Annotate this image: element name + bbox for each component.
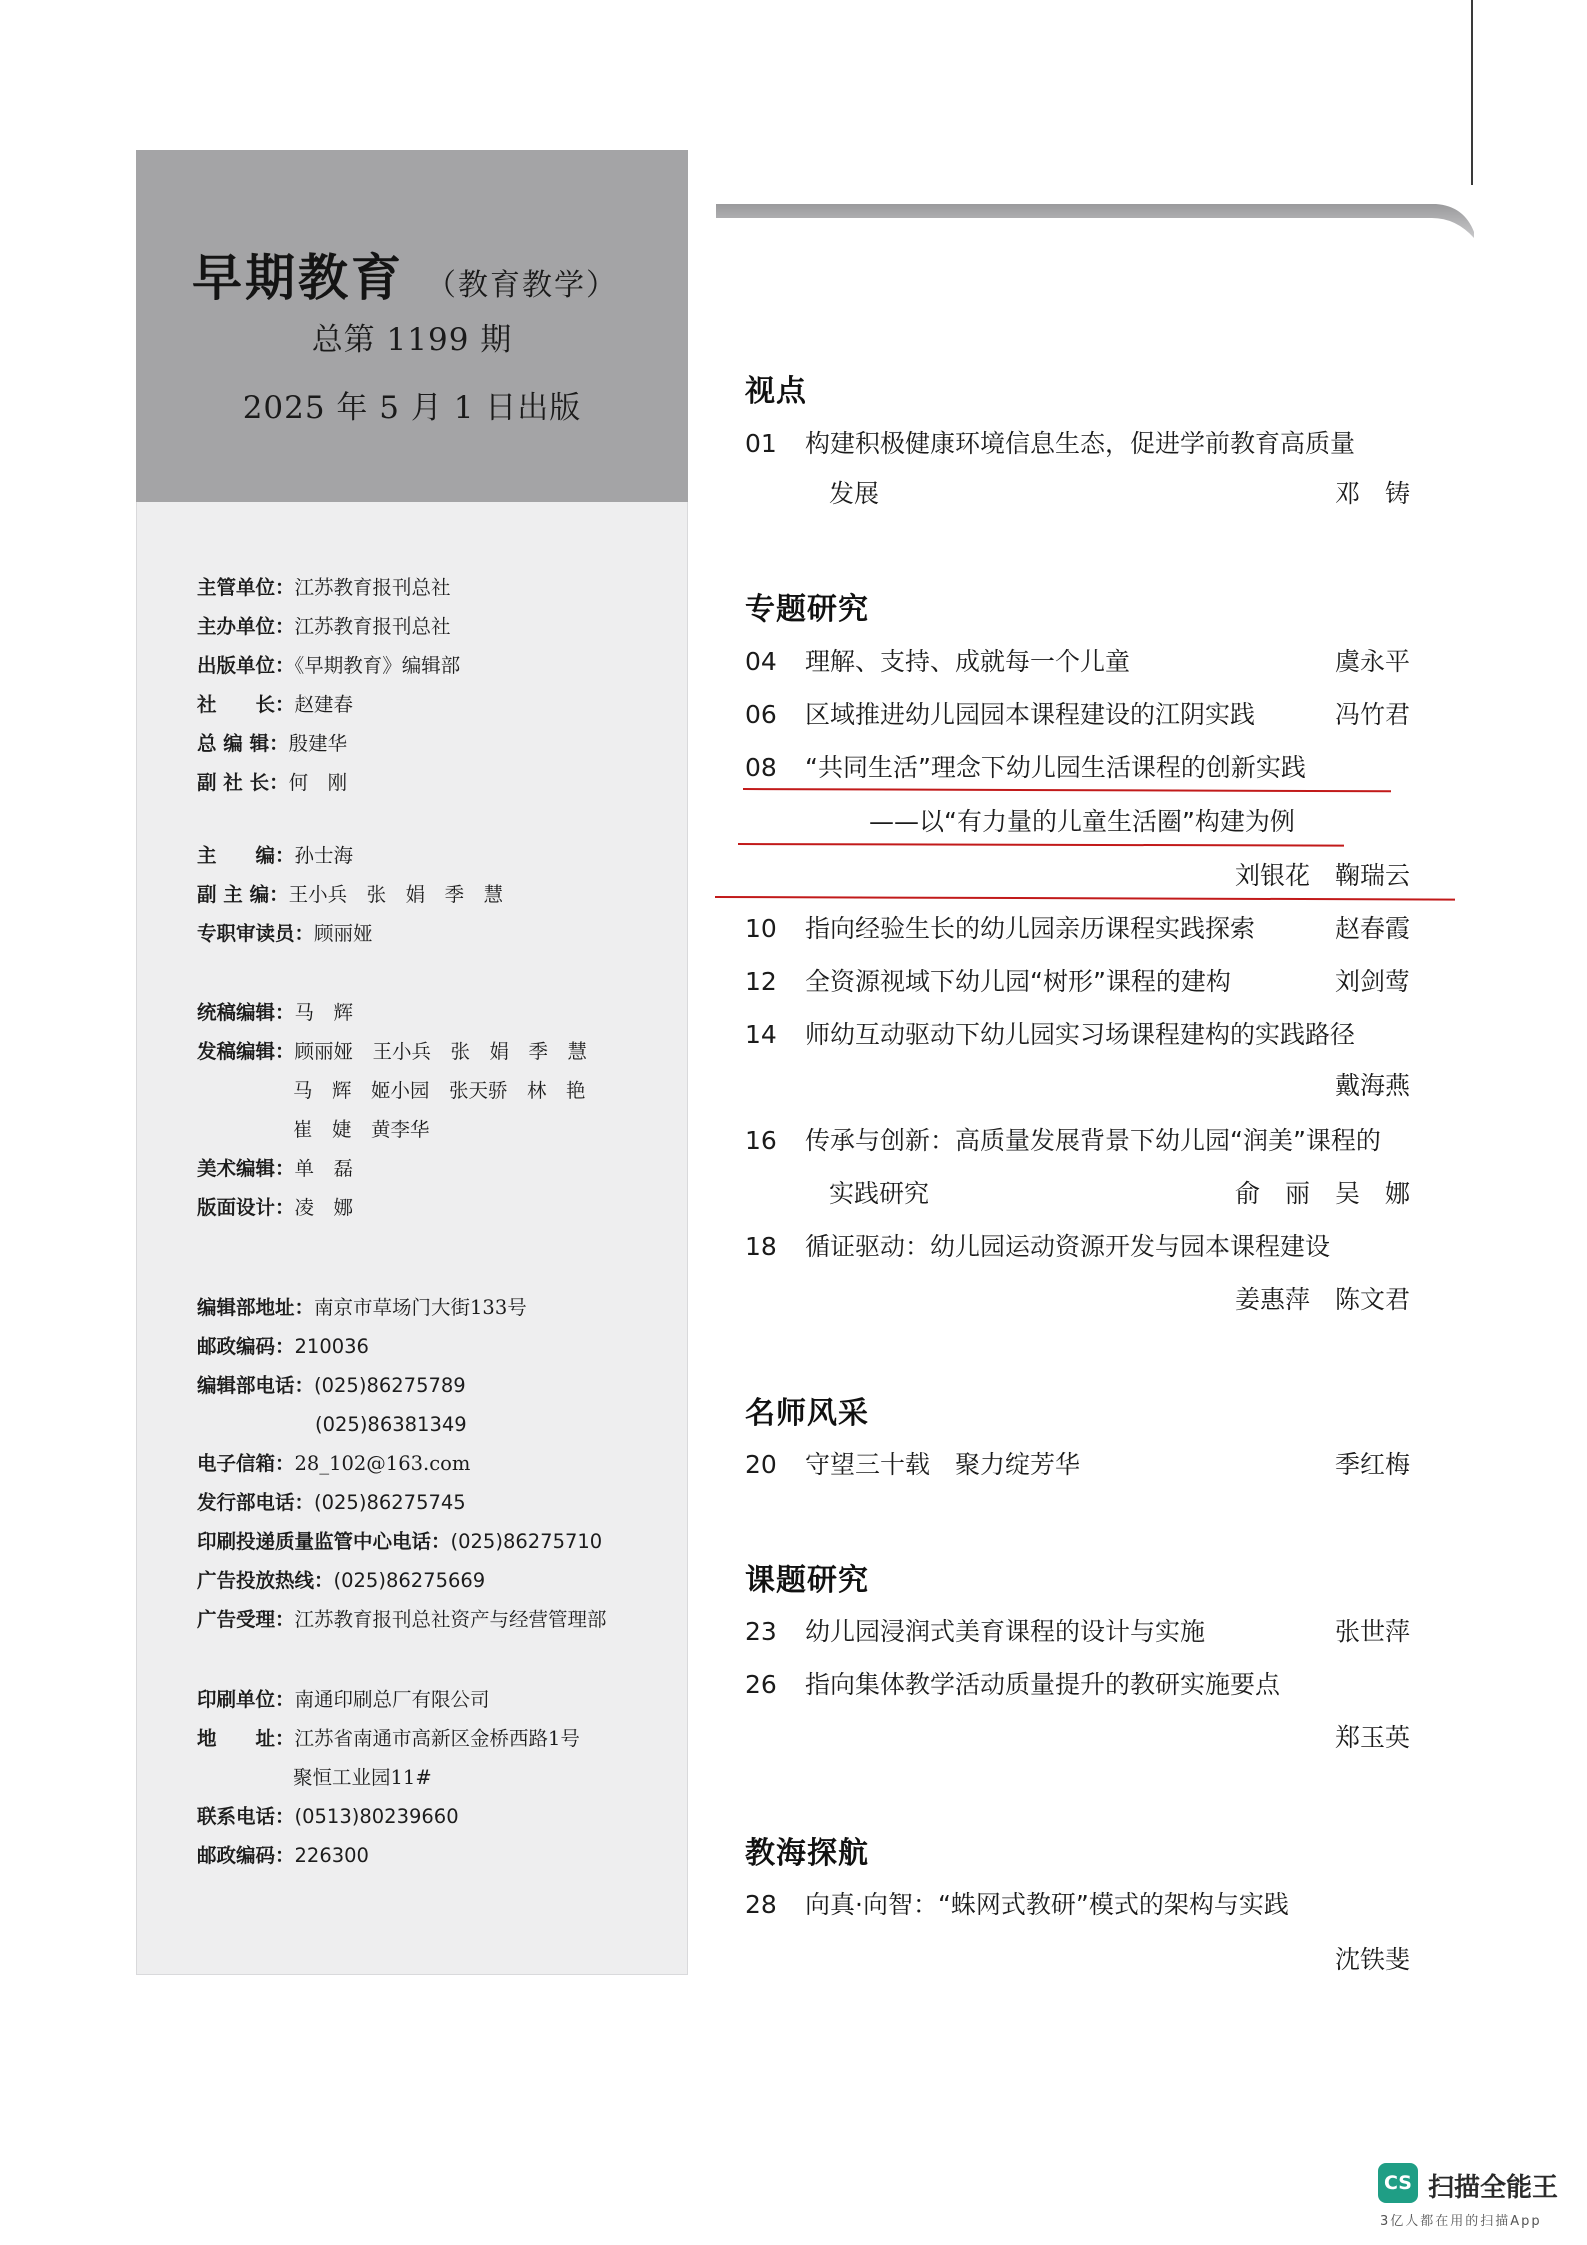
toc-entry[interactable] — [745, 962, 1410, 1002]
article-author: 张世萍 — [1334, 1617, 1410, 1646]
article-author: 姜惠萍 陈文君 — [1234, 1285, 1410, 1314]
article-title: “共同生活”理念下幼儿园生活课程的创新实践 — [805, 753, 1306, 782]
toc-entry-authors[interactable] — [745, 1066, 1410, 1106]
watermark-tagline: 3亿人都在用的扫描App — [1380, 2214, 1542, 2229]
page-number: 10 — [745, 914, 777, 943]
contact-block — [197, 1288, 607, 1639]
red-pen-underline — [715, 896, 1455, 901]
magazine-subtitle: （教育教学） — [426, 268, 618, 303]
issue-number: 总第 1199 期 — [311, 322, 513, 358]
section-heading-special-research: 专题研究 — [745, 592, 869, 627]
article-title: 循证驱动：幼儿园运动资源开发与园本课程建设 — [805, 1232, 1331, 1261]
toc-entry-authors[interactable] — [745, 1280, 1410, 1320]
toc-entry-continued[interactable] — [745, 474, 1410, 514]
page-number: 06 — [745, 700, 777, 729]
toc-entry[interactable] — [745, 424, 1410, 464]
staff-row: 总 编 辑：殷建华 — [197, 732, 348, 755]
publication-date: 2025 年 5 月 1 日出版 — [242, 390, 582, 426]
article-title: 传承与创新：高质量发展背景下幼儿园“润美”课程的 — [805, 1126, 1381, 1155]
article-author: 郑玉英 — [1334, 1723, 1410, 1752]
page-number: 23 — [745, 1617, 777, 1646]
toc-entry-highlighted[interactable] — [745, 748, 1410, 788]
printer-row: 印刷单位：南通印刷总厂有限公司 — [197, 1688, 490, 1711]
editing-staff-block — [197, 993, 587, 1227]
masthead-panel — [136, 150, 688, 1975]
toc-entry-authors[interactable] — [745, 1940, 1410, 1980]
editor-row: 统稿编辑：马 辉 — [197, 1001, 354, 1024]
article-title: 守望三十载 聚力绽芳华 — [805, 1450, 1081, 1479]
article-author: 季红梅 — [1334, 1450, 1410, 1479]
contact-row: (025)86381349 — [315, 1413, 467, 1436]
header-banner-bar — [716, 204, 1476, 244]
staff-row: 主办单位：江苏教育报刊总社 — [197, 615, 451, 638]
editor-row: 美术编辑：单 磊 — [197, 1157, 354, 1180]
article-author: 邓 铸 — [1334, 479, 1410, 508]
editor-row: 崔 婕 黄李华 — [293, 1118, 430, 1141]
section-heading-famous-teachers: 名师风采 — [745, 1396, 869, 1431]
magazine-title: 早期教育 — [192, 249, 404, 307]
article-title-continued: 实践研究 — [829, 1179, 930, 1208]
contact-row: 广告投放热线：(025)86275669 — [197, 1569, 486, 1592]
section-heading-project-research: 课题研究 — [745, 1563, 869, 1598]
editors-block — [197, 836, 503, 953]
staff-row: 副 社 长：何 刚 — [197, 771, 348, 794]
contact-row: 邮政编码：210036 — [197, 1335, 369, 1358]
scanner-watermark — [1378, 2163, 1578, 2233]
page-number: 01 — [745, 429, 777, 458]
printer-block — [197, 1680, 580, 1875]
section-heading-viewpoint: 视点 — [745, 374, 807, 409]
article-subtitle: ——以“有力量的儿童生活圈”构建为例 — [869, 807, 1295, 836]
editor-row: 马 辉 姬小园 张天骄 林 艳 — [293, 1079, 586, 1102]
article-author: 赵春霞 — [1334, 914, 1410, 943]
toc-entry[interactable] — [745, 1121, 1410, 1161]
article-author: 戴海燕 — [1334, 1071, 1410, 1100]
page-number: 08 — [745, 753, 777, 782]
toc-entry[interactable] — [745, 642, 1410, 682]
article-title: 指向集体教学活动质量提升的教研实施要点 — [805, 1670, 1281, 1699]
page-number: 18 — [745, 1232, 777, 1261]
toc-entry-subtitle[interactable] — [745, 802, 1410, 842]
article-author: 刘银花 鞠瑞云 — [1234, 861, 1410, 890]
toc-entry-authors[interactable] — [745, 1718, 1410, 1758]
section-heading-teaching-exploration: 教海探航 — [745, 1836, 869, 1871]
red-pen-underline — [743, 788, 1391, 792]
staff-row: 社 长：赵建春 — [197, 693, 354, 716]
editor-row: 版面设计：凌 娜 — [197, 1196, 354, 1219]
printer-row: 地 址：江苏省南通市高新区金桥西路1号 — [197, 1727, 580, 1750]
article-title: 幼儿园浸润式美育课程的设计与实施 — [805, 1617, 1206, 1646]
toc-entry-authors[interactable] — [745, 856, 1410, 896]
toc-entry-continued[interactable] — [745, 1174, 1410, 1214]
red-pen-underline — [738, 843, 1344, 847]
article-author: 沈铁斐 — [1334, 1945, 1410, 1974]
page-number: 12 — [745, 967, 777, 996]
toc-entry[interactable] — [745, 1227, 1410, 1267]
article-title: 全资源视域下幼儿园“树形”课程的建构 — [805, 967, 1231, 996]
article-title: 向真·向智：“蛛网式教研”模式的架构与实践 — [805, 1890, 1289, 1919]
page-number: 04 — [745, 647, 777, 676]
article-title: 区域推进幼儿园园本课程建设的江阴实践 — [805, 700, 1256, 729]
toc-entry[interactable] — [745, 1612, 1410, 1652]
contact-row: 发行部电话：(025)86275745 — [197, 1491, 466, 1514]
article-author: 冯竹君 — [1334, 700, 1410, 729]
page-number: 16 — [745, 1126, 777, 1155]
page-number: 20 — [745, 1450, 777, 1479]
staff-row: 主管单位：江苏教育报刊总社 — [197, 576, 451, 599]
page-edge-line — [1471, 0, 1473, 185]
toc-entry[interactable] — [745, 695, 1410, 735]
article-title: 指向经验生长的幼儿园亲历课程实践探索 — [805, 914, 1256, 943]
page-number: 28 — [745, 1890, 777, 1919]
printer-row: 邮政编码：226300 — [197, 1844, 369, 1867]
masthead-header — [136, 150, 688, 502]
article-author: 俞 丽 吴 娜 — [1234, 1179, 1410, 1208]
article-title: 构建积极健康环境信息生态，促进学前教育高质量 — [805, 429, 1356, 458]
editor-row: 专职审读员：顾丽娅 — [197, 922, 373, 945]
article-title: 理解、支持、成就每一个儿童 — [805, 647, 1131, 676]
editor-row: 主 编：孙士海 — [197, 844, 354, 867]
article-author: 刘剑莺 — [1334, 967, 1410, 996]
page-number: 14 — [745, 1020, 777, 1049]
staff-row: 出版单位：《早期教育》编辑部 — [197, 654, 461, 677]
printer-row: 联系电话：(0513)80239660 — [197, 1805, 459, 1828]
toc-entry[interactable] — [745, 1015, 1410, 1055]
staff-block — [197, 568, 460, 802]
contact-row: 印刷投递质量监管中心电话：(025)86275710 — [197, 1530, 603, 1553]
article-author: 虞永平 — [1334, 647, 1410, 676]
camscanner-logo-icon: CS — [1378, 2163, 1418, 2203]
page-number: 26 — [745, 1670, 777, 1699]
article-title: 师幼互动驱动下幼儿园实习场课程建构的实践路径 — [805, 1020, 1356, 1049]
toc-entry[interactable] — [745, 1885, 1410, 1925]
contact-row: 编辑部地址：南京市草场门大街133号 — [197, 1296, 527, 1319]
toc-entry[interactable] — [745, 1665, 1410, 1705]
printer-row: 聚恒工业园11# — [293, 1766, 432, 1789]
contact-row: 电子信箱：28_102@163.com — [197, 1452, 471, 1475]
magazine-title-row — [192, 238, 618, 310]
toc-entry[interactable] — [745, 1445, 1410, 1485]
editor-row: 副 主 编：王小兵 张 娟 季 慧 — [197, 883, 504, 906]
watermark-app-name: 扫描全能王 — [1428, 2173, 1559, 2203]
contact-row: 编辑部电话：(025)86275789 — [197, 1374, 466, 1397]
article-title-continued: 发展 — [829, 479, 880, 508]
toc-entry[interactable] — [745, 909, 1410, 949]
editor-row: 发稿编辑：顾丽娅 王小兵 张 娟 季 慧 — [197, 1040, 588, 1063]
contact-row: 广告受理：江苏教育报刊总社资产与经营管理部 — [197, 1608, 607, 1631]
